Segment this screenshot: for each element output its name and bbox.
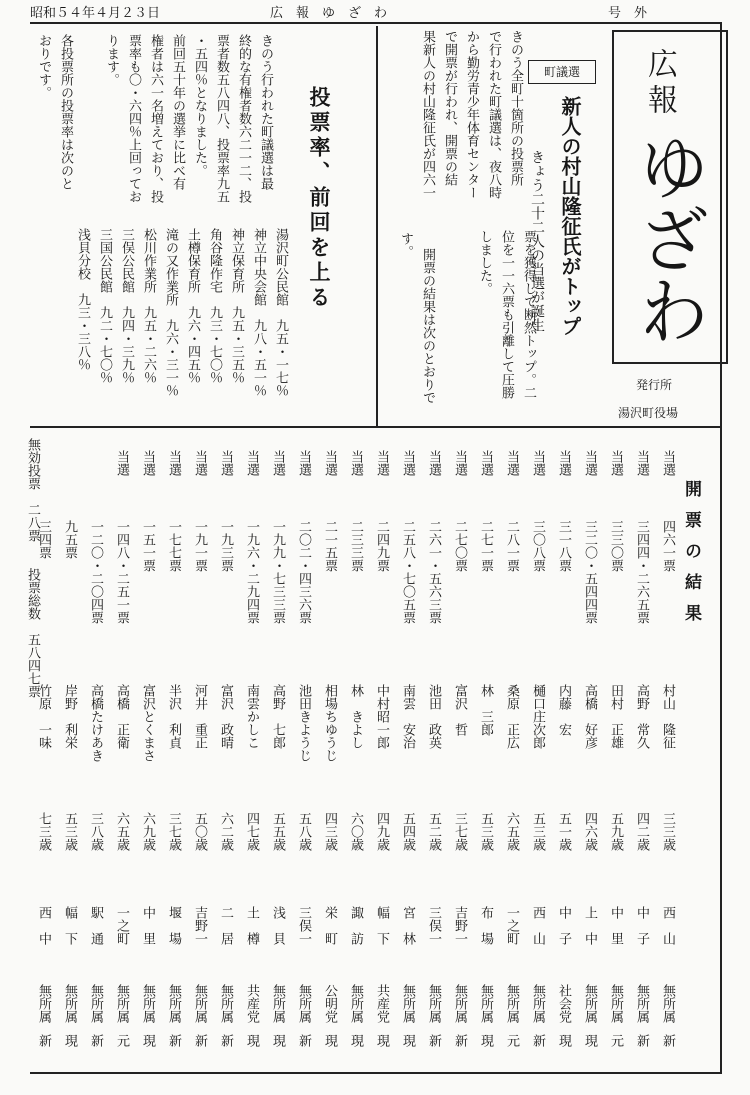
elected-mark: 当選 — [530, 450, 545, 476]
candidate-district: 一之町 — [114, 906, 129, 945]
candidate-status: 新 — [296, 1034, 311, 1047]
results-row — [420, 426, 446, 1066]
candidate-status: 新 — [166, 1034, 181, 1047]
candidate-name: 中村昭一郎 — [374, 684, 389, 749]
vote-count: 一五一票 — [140, 520, 155, 572]
results-row — [524, 426, 550, 1066]
candidate-age: 五二歳 — [426, 812, 441, 851]
candidate-party: 無所属 — [140, 984, 155, 1023]
candidate-status: 新 — [452, 1034, 467, 1047]
candidate-party: 無所属 — [270, 984, 285, 1023]
candidate-name: 内藤 宏 — [556, 684, 571, 736]
results-title: 開票の結果 — [681, 480, 701, 635]
vote-count: 四六一票 — [660, 520, 675, 572]
results-row — [108, 426, 134, 1066]
vote-count: 一九九・七三三票 — [270, 520, 285, 624]
turnout-paragraph: 権者は六一名増えており、投 — [148, 34, 163, 203]
candidate-party: 無所属 — [114, 984, 129, 1023]
candidate-status: 現 — [478, 1034, 493, 1047]
elected-mark: 当選 — [478, 450, 493, 476]
elected-mark: 当選 — [348, 450, 363, 476]
candidate-party: 無所属 — [218, 984, 233, 1023]
candidate-name: 半沢 利貞 — [166, 684, 181, 749]
candidate-status: 現 — [374, 1034, 389, 1047]
candidate-district: 三俣一 — [426, 906, 441, 945]
candidate-district: 中 里 — [140, 906, 155, 945]
candidate-party: 無所属 — [166, 984, 181, 1023]
candidate-age: 四七歳 — [244, 812, 259, 851]
vote-count: 二四九票 — [374, 520, 389, 572]
candidate-name: 高野 常久 — [634, 684, 649, 749]
results-row — [342, 426, 368, 1066]
candidate-age: 六二歳 — [218, 812, 233, 851]
article-headline: 新人の村山隆征氏がトップ — [558, 96, 582, 336]
results-row — [576, 426, 602, 1066]
candidate-district: 布 場 — [478, 906, 493, 945]
vote-count: 三二〇・五四四票 — [582, 520, 597, 624]
polling-station-rate: 三俣公民館 九四・三九％ — [119, 228, 134, 384]
candidate-party: 無所属 — [62, 984, 77, 1023]
candidate-name: 竹原 一味 — [36, 684, 51, 749]
candidate-age: 三三歳 — [660, 812, 675, 851]
results-row — [628, 426, 654, 1066]
turnout-paragraph: ります。 — [104, 34, 119, 86]
article-paragraph: から勤労青少年体育センター — [464, 30, 479, 199]
candidate-district: 諏 訪 — [348, 906, 363, 945]
vote-count: 一九一票 — [192, 520, 207, 572]
candidate-district: 三俣一 — [296, 906, 311, 945]
candidate-district: 駅 通 — [88, 906, 103, 945]
candidate-party: 無所属 — [478, 984, 493, 1023]
article-category-badge: 町議選 — [528, 60, 596, 84]
candidate-party: 無所属 — [530, 984, 545, 1023]
candidate-district: 一之町 — [504, 906, 519, 945]
polling-station-rate: 神立中央会館 九八・五一％ — [251, 228, 266, 397]
vote-count: 一二〇・二〇四票 — [88, 520, 103, 624]
vote-count: 二七〇票 — [452, 520, 467, 572]
column-divider — [376, 26, 378, 426]
elected-mark: 当選 — [426, 450, 441, 476]
candidate-district: 浅 貝 — [270, 906, 285, 945]
turnout-paragraph: 票率も〇・六四％上回ってお — [126, 34, 141, 203]
candidate-age: 七三歳 — [36, 812, 51, 851]
candidate-party: 無所属 — [634, 984, 649, 1023]
vote-count: 二八一票 — [504, 520, 519, 572]
candidate-name: 高橋 好彦 — [582, 684, 597, 749]
turnout-paragraph: おりです。 — [36, 34, 51, 99]
candidate-district: 西 山 — [660, 906, 675, 945]
polling-station-rate: 滝の又作業所 九六・三一％ — [163, 228, 178, 397]
results-row — [290, 426, 316, 1066]
issuer-name: 湯沢町役場 — [618, 406, 679, 420]
turnout-paragraph: きのう行われた町議選は最 — [258, 34, 273, 190]
turnout-paragraph: 票者数五八四八、投票率九五 — [214, 34, 229, 203]
results-row — [654, 426, 680, 1066]
vote-count: 三四票 — [36, 520, 51, 559]
candidate-name: 富沢 政晴 — [218, 684, 233, 749]
candidate-age: 六九歳 — [140, 812, 155, 851]
vote-count: 二七一票 — [478, 520, 493, 572]
candidate-age: 五五歳 — [270, 812, 285, 851]
candidate-party: 無所属 — [88, 984, 103, 1023]
page-header — [30, 0, 720, 22]
candidate-party: 無所属 — [192, 984, 207, 1023]
candidate-district: 幅 下 — [62, 906, 77, 945]
article-paragraph: 票を獲得して断然トップ。二 — [521, 230, 536, 399]
header-rule — [30, 22, 720, 24]
vote-count: 三四四・二六五票 — [634, 520, 649, 624]
vote-count: 一七七票 — [166, 520, 181, 572]
candidate-party: 無所属 — [504, 984, 519, 1023]
polling-station-rate: 神立保育所 九五・三五％ — [229, 228, 244, 384]
candidate-age: 三七歳 — [452, 812, 467, 851]
polling-station-rate: 角谷隆作宅 九三・七〇％ — [207, 228, 222, 384]
results-row — [238, 426, 264, 1066]
candidate-status: 現 — [582, 1034, 597, 1047]
candidate-district: 中 里 — [608, 906, 623, 945]
results-row — [82, 426, 108, 1066]
results-row — [186, 426, 212, 1066]
candidate-party: 無所属 — [452, 984, 467, 1023]
polling-station-rate: 浅貝分校 九三・三八％ — [75, 228, 90, 371]
candidate-status: 新 — [634, 1034, 649, 1047]
polling-station-rate: 松川作業所 九五・二六％ — [141, 228, 156, 384]
candidate-name: 田村 正雄 — [608, 684, 623, 749]
candidate-party: 無所属 — [348, 984, 363, 1023]
elected-mark: 当選 — [270, 450, 285, 476]
polling-station-rate: 三国公民館 九二・七〇％ — [97, 228, 112, 384]
elected-mark: 当選 — [244, 450, 259, 476]
turnout-paragraph: ・五四％となりました。 — [192, 34, 207, 177]
candidate-status: 新 — [660, 1034, 675, 1047]
results-row — [160, 426, 186, 1066]
results-row — [446, 426, 472, 1066]
candidate-age: 五三歳 — [530, 812, 545, 851]
elected-mark: 当選 — [296, 450, 311, 476]
candidate-party: 無所属 — [400, 984, 415, 1023]
candidate-age: 四三歳 — [322, 812, 337, 851]
vote-count: 二〇二・四三六票 — [296, 520, 311, 624]
candidate-district: 二 居 — [218, 906, 233, 945]
candidate-district: 西 山 — [530, 906, 545, 945]
candidate-party: 公明党 — [322, 984, 337, 1023]
candidate-status: 元 — [114, 1034, 129, 1047]
candidate-party: 社会党 — [556, 984, 571, 1023]
header-issue: 号 外 — [608, 6, 648, 21]
masthead-kana: ゆざわ — [626, 130, 710, 346]
candidate-name: 樋口庄次郎 — [530, 684, 545, 749]
candidate-party: 無所属 — [582, 984, 597, 1023]
candidate-district: 宮 林 — [400, 906, 415, 945]
candidate-age: 四六歳 — [582, 812, 597, 851]
results-row — [264, 426, 290, 1066]
candidate-party: 共産党 — [374, 984, 389, 1023]
elected-mark: 当選 — [218, 450, 233, 476]
candidate-name: 高野 七郎 — [270, 684, 285, 749]
results-row — [602, 426, 628, 1066]
article-paragraph: で開票が行われ、開票の結 — [442, 30, 457, 186]
article-paragraph: 開票の結果は次のとおりで — [420, 248, 435, 404]
candidate-name: 富沢とくまさ — [140, 684, 155, 762]
results-row — [368, 426, 394, 1066]
vote-count: 一四八・二五一票 — [114, 520, 129, 624]
elected-mark: 当選 — [166, 450, 181, 476]
candidate-age: 六五歳 — [114, 812, 129, 851]
candidate-age: 五八歳 — [296, 812, 311, 851]
candidate-status: 現 — [322, 1034, 337, 1047]
candidate-district: 吉野一 — [452, 906, 467, 945]
vote-count: 三一八票 — [556, 520, 571, 572]
article-subheadline: きょう二十二人の当選が誕生 — [529, 150, 545, 332]
candidate-status: 新 — [36, 1034, 51, 1047]
results-row — [56, 426, 82, 1066]
candidate-party: 共産党 — [244, 984, 259, 1023]
results-row — [498, 426, 524, 1066]
results-row — [316, 426, 342, 1066]
candidate-status: 現 — [400, 1034, 415, 1047]
elected-mark: 当選 — [660, 450, 675, 476]
candidate-name: 桑原 正広 — [504, 684, 519, 749]
candidate-name: 林 きよし — [348, 684, 363, 749]
candidate-status: 現 — [140, 1034, 155, 1047]
vote-count: 三〇八票 — [530, 520, 545, 572]
candidate-age: 五〇歳 — [192, 812, 207, 851]
elected-mark: 当選 — [400, 450, 415, 476]
candidate-party: 無所属 — [608, 984, 623, 1023]
candidate-status: 現 — [556, 1034, 571, 1047]
elected-mark: 当選 — [114, 450, 129, 476]
candidate-name: 富沢 哲 — [452, 684, 467, 736]
candidate-status: 新 — [218, 1034, 233, 1047]
polling-station-rate: 土樽保育所 九六・四五％ — [185, 228, 200, 384]
candidate-status: 現 — [244, 1034, 259, 1047]
bottom-rule — [30, 1072, 720, 1074]
candidate-district: 中 子 — [556, 906, 571, 945]
candidate-district: 吉野一 — [192, 906, 207, 945]
candidate-age: 四九歳 — [374, 812, 389, 851]
candidate-age: 四二歳 — [634, 812, 649, 851]
results-row — [134, 426, 160, 1066]
vote-count: 二一五票 — [322, 520, 337, 572]
elected-mark: 当選 — [556, 450, 571, 476]
candidate-status: 現 — [270, 1034, 285, 1047]
candidate-name: 相場ちゆうじ — [322, 684, 337, 762]
candidate-age: 六五歳 — [504, 812, 519, 851]
candidate-status: 新 — [530, 1034, 545, 1047]
candidate-name: 岸野 利栄 — [62, 684, 77, 749]
candidate-district: 栄 町 — [322, 906, 337, 945]
candidate-name: 高橋たけあき — [88, 684, 103, 762]
vote-count: 二六一・五六三票 — [426, 520, 441, 624]
candidate-district: 堰 場 — [166, 906, 181, 945]
candidate-status: 新 — [192, 1034, 207, 1047]
elected-mark: 当選 — [192, 450, 207, 476]
candidate-district: 幅 下 — [374, 906, 389, 945]
candidate-status: 新 — [426, 1034, 441, 1047]
turnout-paragraph: 終的な有権者数六二一二、投 — [236, 34, 251, 203]
candidate-status: 現 — [348, 1034, 363, 1047]
candidate-age: 五一歳 — [556, 812, 571, 851]
article-paragraph: きのう全町十箇所の投票所 — [508, 30, 523, 186]
candidate-name: 池田きようじ — [296, 684, 311, 762]
candidate-name: 林 三郎 — [478, 684, 493, 736]
polling-station-rate: 湯沢町公民館 九五・一七％ — [273, 228, 288, 397]
elected-mark: 当選 — [634, 450, 649, 476]
candidate-status: 元 — [608, 1034, 623, 1047]
masthead-kanji: 広報 — [642, 48, 677, 120]
results-footer-totals: 無効投票 二八票 投票総数 五八四七票 — [25, 438, 40, 698]
header-date: 昭和５４年４月２３日 — [30, 6, 161, 21]
elected-mark: 当選 — [140, 450, 155, 476]
candidate-district: 上 中 — [582, 906, 597, 945]
elected-mark: 当選 — [608, 450, 623, 476]
elected-mark: 当選 — [504, 450, 519, 476]
candidate-age: 五四歳 — [400, 812, 415, 851]
candidate-status: 元 — [504, 1034, 519, 1047]
candidate-name: 河井 重正 — [192, 684, 207, 749]
candidate-district: 中 子 — [634, 906, 649, 945]
elected-mark: 当選 — [452, 450, 467, 476]
candidate-name: 高橋 正衛 — [114, 684, 129, 749]
turnout-paragraph: 前回五十年の選挙に比べ有 — [170, 34, 185, 190]
article-paragraph: で行われた町議選は、夜八時 — [486, 30, 501, 199]
results-row — [550, 426, 576, 1066]
article-paragraph: しました。 — [477, 230, 492, 295]
elected-mark: 当選 — [322, 450, 337, 476]
candidate-age: 三八歳 — [88, 812, 103, 851]
candidate-name: 村山 隆征 — [660, 684, 675, 749]
vote-count: 一九六・二九四票 — [244, 520, 259, 624]
article-paragraph: す。 — [398, 232, 413, 258]
candidate-party: 無所属 — [36, 984, 51, 1023]
candidate-name: 池田 政英 — [426, 684, 441, 749]
elected-mark: 当選 — [374, 450, 389, 476]
article-paragraph: 果新人の村山隆征氏が四六一 — [420, 30, 435, 199]
vote-count: 九五票 — [62, 520, 77, 559]
vote-count: 二五八・七〇五票 — [400, 520, 415, 624]
vote-count: 二三三票 — [348, 520, 363, 572]
results-row — [212, 426, 238, 1066]
results-row — [472, 426, 498, 1066]
turnout-paragraph: 各投票所の投票率は次のと — [58, 34, 73, 190]
candidate-name: 南雲 安治 — [400, 684, 415, 749]
candidate-status: 現 — [62, 1034, 77, 1047]
elected-mark: 当選 — [582, 450, 597, 476]
vote-count: 三三〇票 — [608, 520, 623, 572]
header-paper-name: 広 報 ゆ ざ わ — [270, 6, 388, 21]
candidate-district: 西 中 — [36, 906, 51, 945]
candidate-status: 新 — [88, 1034, 103, 1047]
right-border — [720, 22, 722, 1074]
candidate-party: 無所属 — [296, 984, 311, 1023]
candidate-age: 五九歳 — [608, 812, 623, 851]
candidate-age: 五三歳 — [478, 812, 493, 851]
article-paragraph: 位を一一六票も引離して圧勝 — [499, 230, 514, 399]
candidate-age: 三七歳 — [166, 812, 181, 851]
issuer-label: 発行所 — [636, 378, 673, 392]
candidate-age: 五三歳 — [62, 812, 77, 851]
results-row — [394, 426, 420, 1066]
candidate-party: 無所属 — [660, 984, 675, 1023]
candidate-district: 土 樽 — [244, 906, 259, 945]
turnout-headline: 投票率、前回を上る — [307, 86, 332, 311]
candidate-party: 無所属 — [426, 984, 441, 1023]
vote-count: 一九三票 — [218, 520, 233, 572]
candidate-age: 六〇歳 — [348, 812, 363, 851]
candidate-name: 南雲かしこ — [244, 684, 259, 749]
